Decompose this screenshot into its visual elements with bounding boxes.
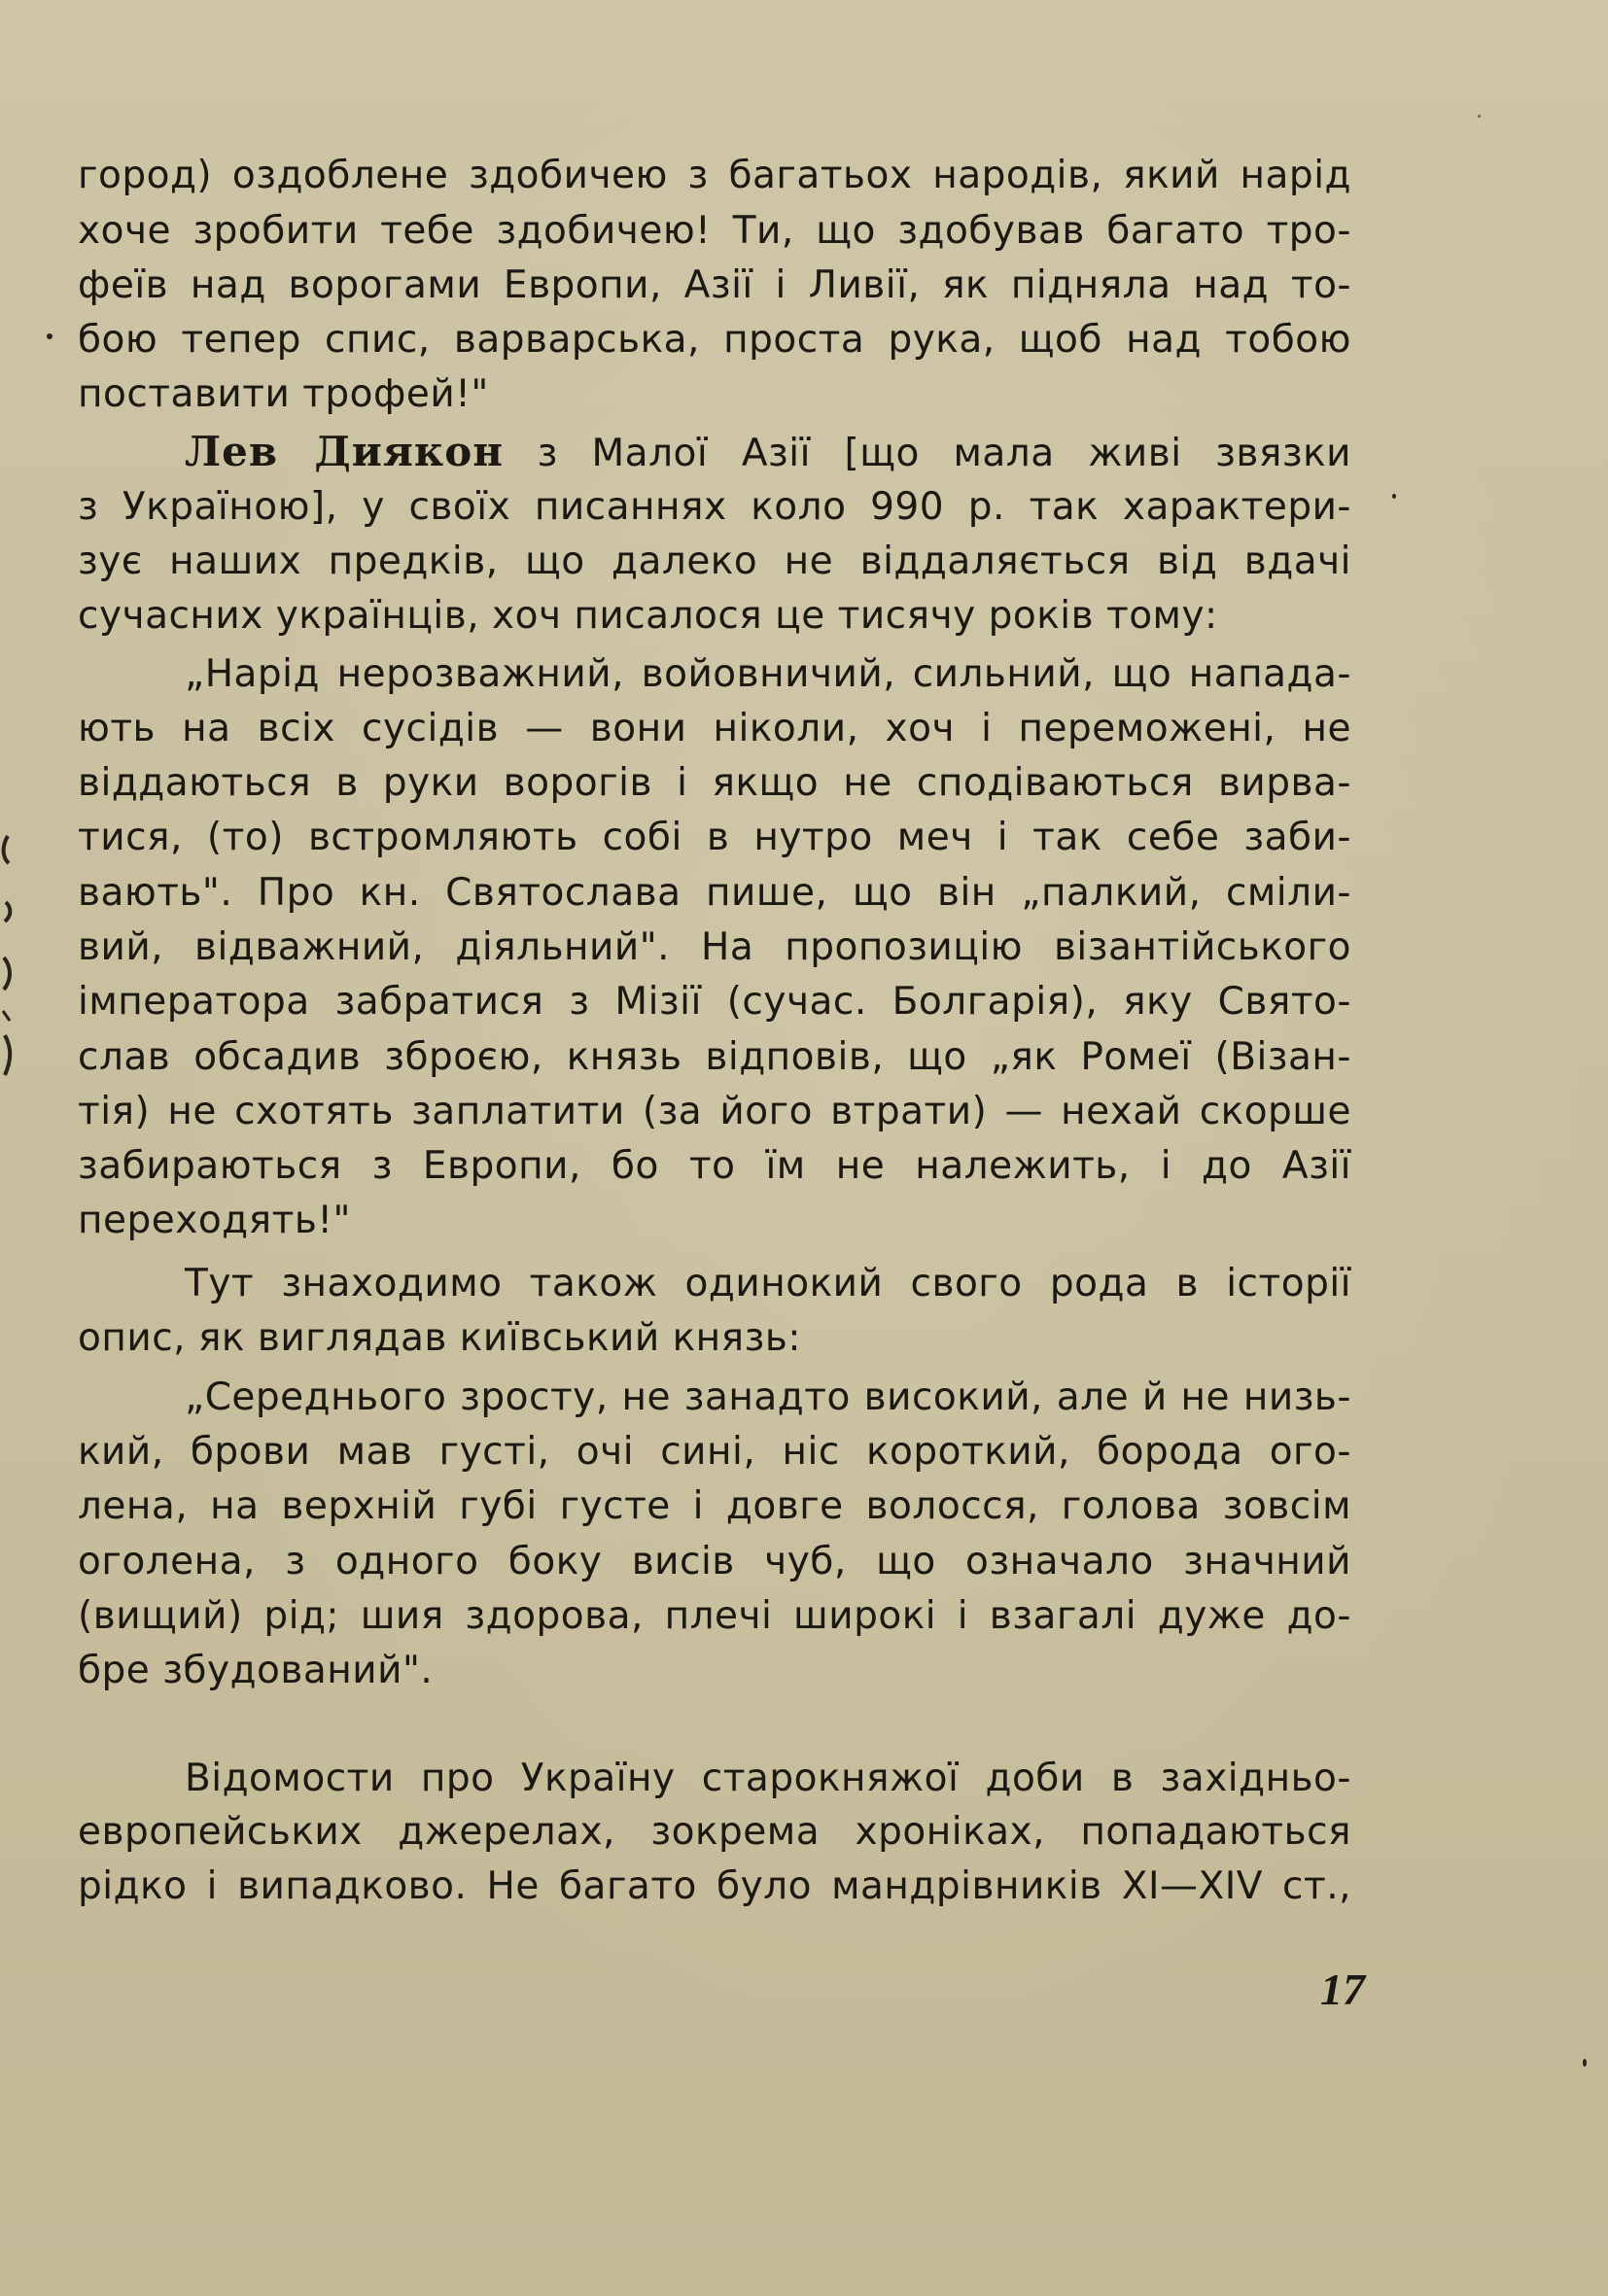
text-line: забираються з Европи, бо то їм не належить, і до Азії — [78, 1144, 1351, 1188]
text-line: феїв над ворогами Европи, Азії і Ливії, як підняла над то- — [78, 263, 1351, 307]
text-line-with-name — [185, 425, 1351, 479]
text-line: віддаються в руки ворогів і якщо не сподіваються вирва- — [78, 761, 1351, 805]
text-line: ють на всіх сусідів — вони ніколи, хоч і переможені, не — [78, 707, 1351, 750]
page-number: 17 — [1320, 1965, 1365, 2014]
text-line: з Україною], у своїх писаннях коло 990 р. так характери- — [78, 485, 1351, 529]
text-line: зує наших предків, що далеко не віддаляється від вдачі — [78, 539, 1351, 583]
text-line: лена, на верхній губі густе і довге волосся, голова зовсім — [78, 1484, 1351, 1528]
text-line: імператора забратися з Мізії (сучас. Болгарія), яку Свято- — [78, 980, 1351, 1024]
paper-speck — [1583, 2059, 1587, 2067]
text-line: „Нарід нерозважний, войовничий, сильний, що напада- — [185, 652, 1351, 696]
text-line: вають". Про кн. Святослава пише, що він „палкий, сміли- — [78, 871, 1351, 915]
text-line: хоче зробити тебе здобичею! Ти, що здобував багато тро- — [78, 209, 1351, 253]
text-line: тія) не схотять заплатити (за його втрати) — нехай скорше — [78, 1090, 1351, 1133]
text-line: оголена, з одного боку висів чуб, що означало значний — [78, 1540, 1351, 1583]
text-line: рідко і випадково. Не багато було мандрівників XI—XIV ст., — [78, 1864, 1351, 1908]
text-line: переходять!" — [78, 1199, 351, 1242]
text-line: бою тепер спис, варварська, проста рука, щоб над тобою — [78, 318, 1351, 362]
text-line: тися, (то) встромляють собі в нутро меч і так себе заби- — [78, 816, 1351, 859]
text-line: вий, відважний, діяльний". На пропозицію візантійського — [78, 925, 1351, 969]
text-line: европейських джерелах, зокрема хроніках, попадаються — [78, 1810, 1351, 1854]
margin-bleed-mark — [0, 826, 25, 1089]
text-line: поставити трофей!" — [78, 372, 489, 416]
text-line: сучасних українців, хоч писалося це тисячу років тому: — [78, 594, 1218, 638]
paper-speck — [47, 333, 52, 339]
text-line-rest: з Малої Азії [що мала живі звязки — [537, 432, 1351, 475]
text-line: город) оздоблене здобичею з багатьох народів, який нарід — [78, 154, 1351, 197]
paper-speck — [1478, 115, 1481, 118]
paper-speck — [1392, 494, 1396, 499]
text-line: слав обсадив зброєю, князь відповів, що „як Ромеї (Візан- — [78, 1035, 1351, 1079]
text-line: (вищий) рід; шия здорова, плечі широкі і взагалі дуже до- — [78, 1594, 1351, 1638]
text-line: Тут знаходимо також одинокий свого рода в історії — [185, 1262, 1351, 1305]
text-line: кий, брови мав густі, очі сині, ніс короткий, борода ого- — [78, 1430, 1351, 1474]
author-name: Лев Диякон — [185, 428, 505, 475]
text-line: „Середнього зросту, не занадто високий, але й не низь- — [185, 1375, 1351, 1419]
text-line: Відомости про Україну старокняжої доби в західньо- — [185, 1757, 1351, 1800]
text-line: бре збудований". — [78, 1649, 434, 1692]
text-line: опис, як виглядав київський князь: — [78, 1316, 801, 1360]
